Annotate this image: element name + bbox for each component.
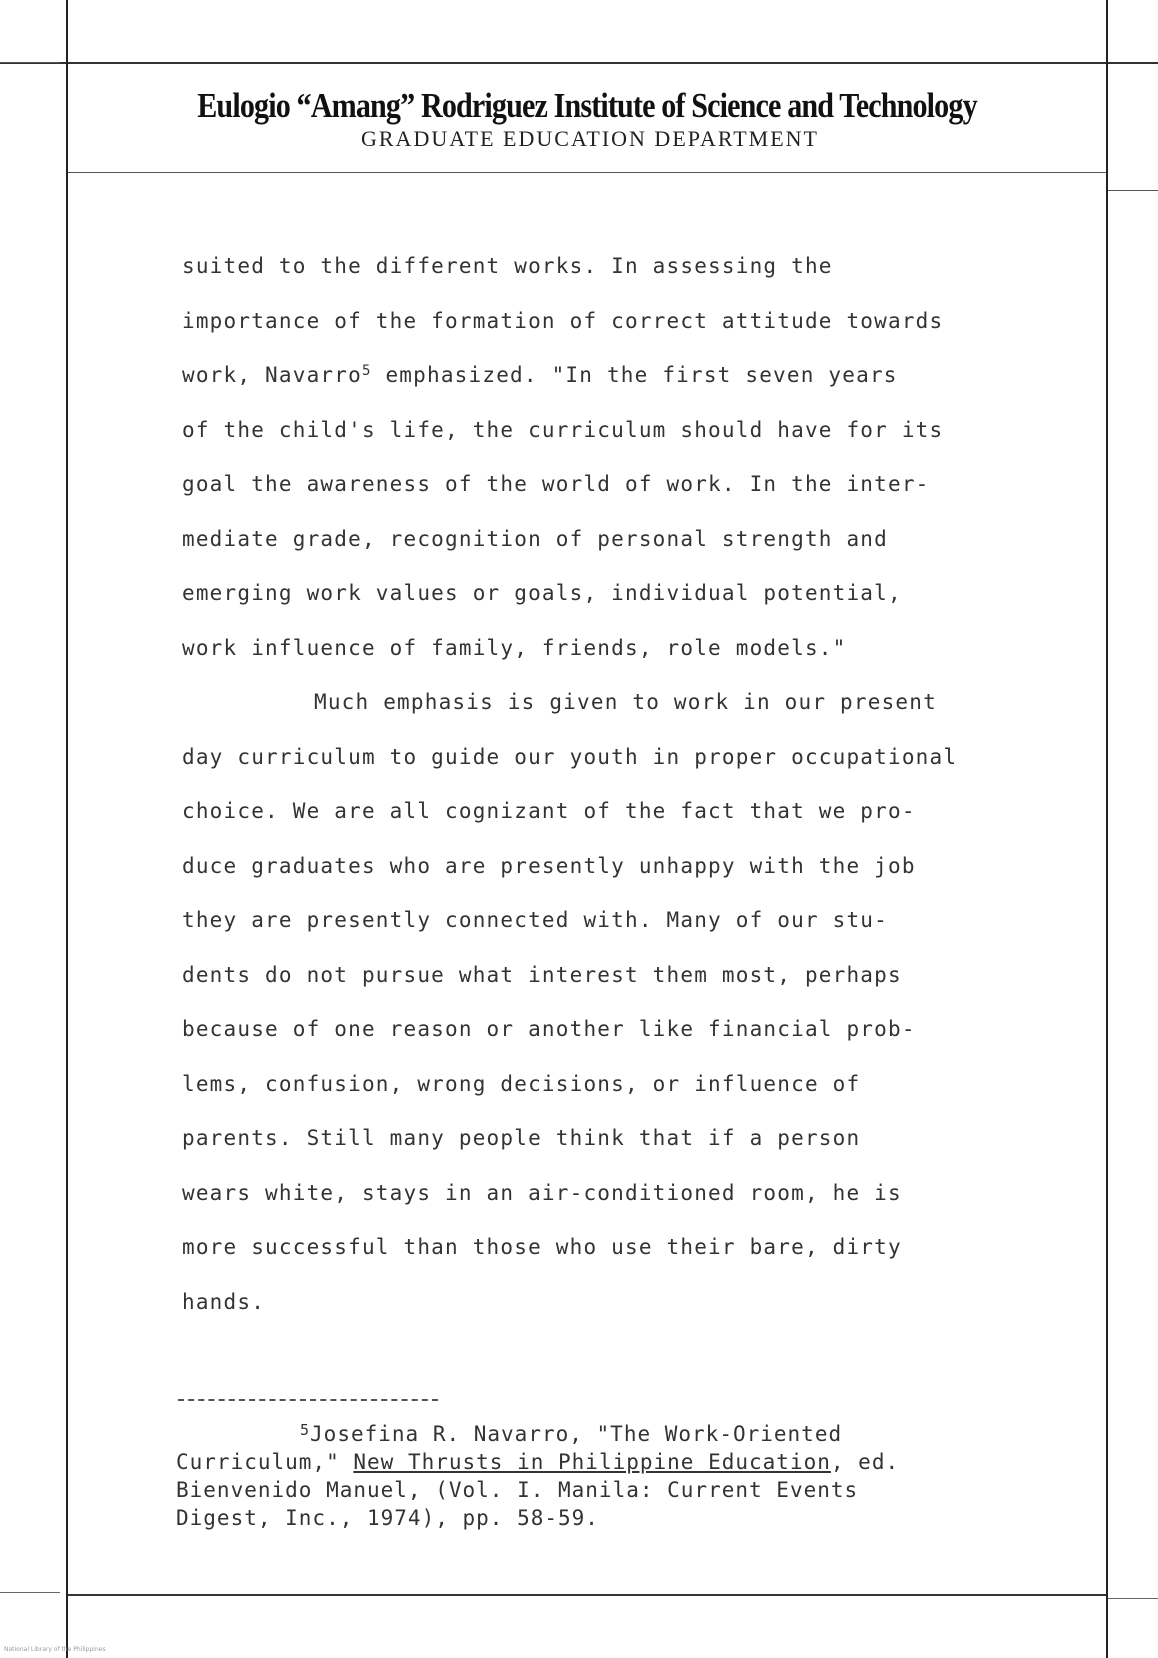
bottom-left-rule: [0, 1592, 60, 1593]
body-line: they are presently connected with. Many of our stu-: [182, 908, 888, 932]
body-line: work, Navarro$^5$ emphasized. "In the first seven years: [182, 363, 898, 387]
body-line: importance of the formation of correct attitude towards: [182, 308, 944, 333]
bottom-rule: [66, 1594, 1106, 1596]
body-line: lems, confusion, wrong decisions, or influence of: [182, 1071, 861, 1096]
body-line: hands.: [182, 1289, 266, 1314]
bottom-right-rule: [1106, 1598, 1158, 1599]
footnote: [176, 1420, 1076, 1532]
body-line: duce graduates who are presently unhappy with the job: [182, 853, 916, 878]
footnote-separator: [178, 1399, 438, 1401]
body-line: Much emphasis is given to work in our present: [314, 690, 937, 714]
body-line: choice. We are all cognizant of the fact that we pro-: [182, 799, 916, 823]
body-text: [182, 252, 1062, 1342]
body-line: more successful than those who use their bare, dirty: [182, 1235, 902, 1259]
body-line: of the child's life, the curriculum should have for its: [182, 417, 944, 442]
body-line: dents do not pursue what interest them most, perhaps: [182, 962, 902, 987]
body-line: emerging work values or goals, individual potential,: [182, 581, 902, 605]
left-margin-rule: [66, 0, 68, 1658]
right-margin-rule: [1106, 0, 1108, 1658]
institution-name: Eulogio “Amang” Rodriguez Institute of Science and Technology: [197, 86, 977, 125]
footnote-line-1: $^5$Josefina R. Navarro, "The Work-Oriented: [300, 1421, 843, 1446]
scan-attribution: National Library of the Philippines: [4, 1646, 106, 1653]
body-line: suited to the different works. In assessing the: [182, 254, 833, 278]
letterhead: [68, 86, 1106, 152]
body-line: mediate grade, recognition of personal strength and: [182, 526, 888, 551]
body-line: wears white, stays in an air-conditioned room, he is: [182, 1180, 902, 1205]
cited-book-title: New Thrusts in Philippine Education: [353, 1450, 831, 1474]
header-rule: [66, 172, 1106, 173]
body-line: work influence of family, friends, role models.": [182, 635, 847, 660]
footnote-reference: 5: [361, 363, 372, 379]
body-line: goal the awareness of the world of work. In the inter-: [182, 472, 930, 496]
footnote-line-3: Bienvenido Manuel, (Vol. I. Manila: Current Events: [176, 1478, 859, 1502]
footnote-number: 5: [300, 1421, 311, 1439]
top-left-rule: [0, 62, 60, 63]
body-line: day curriculum to guide our youth in proper occupational: [182, 744, 958, 769]
footnote-line-4: Digest, Inc., 1974), pp. 58-59.: [176, 1506, 599, 1530]
top-rule: [0, 62, 1158, 64]
footnote-line-2: Curriculum," New Thrusts in Philippine Education, ed.: [176, 1450, 900, 1474]
body-line: because of one reason or another like financial prob-: [182, 1017, 916, 1041]
header-right-rule: [1106, 190, 1158, 191]
department-name: GRADUATE EDUCATION DEPARTMENT: [361, 126, 819, 151]
body-line: parents. Still many people think that if a person: [182, 1126, 861, 1150]
